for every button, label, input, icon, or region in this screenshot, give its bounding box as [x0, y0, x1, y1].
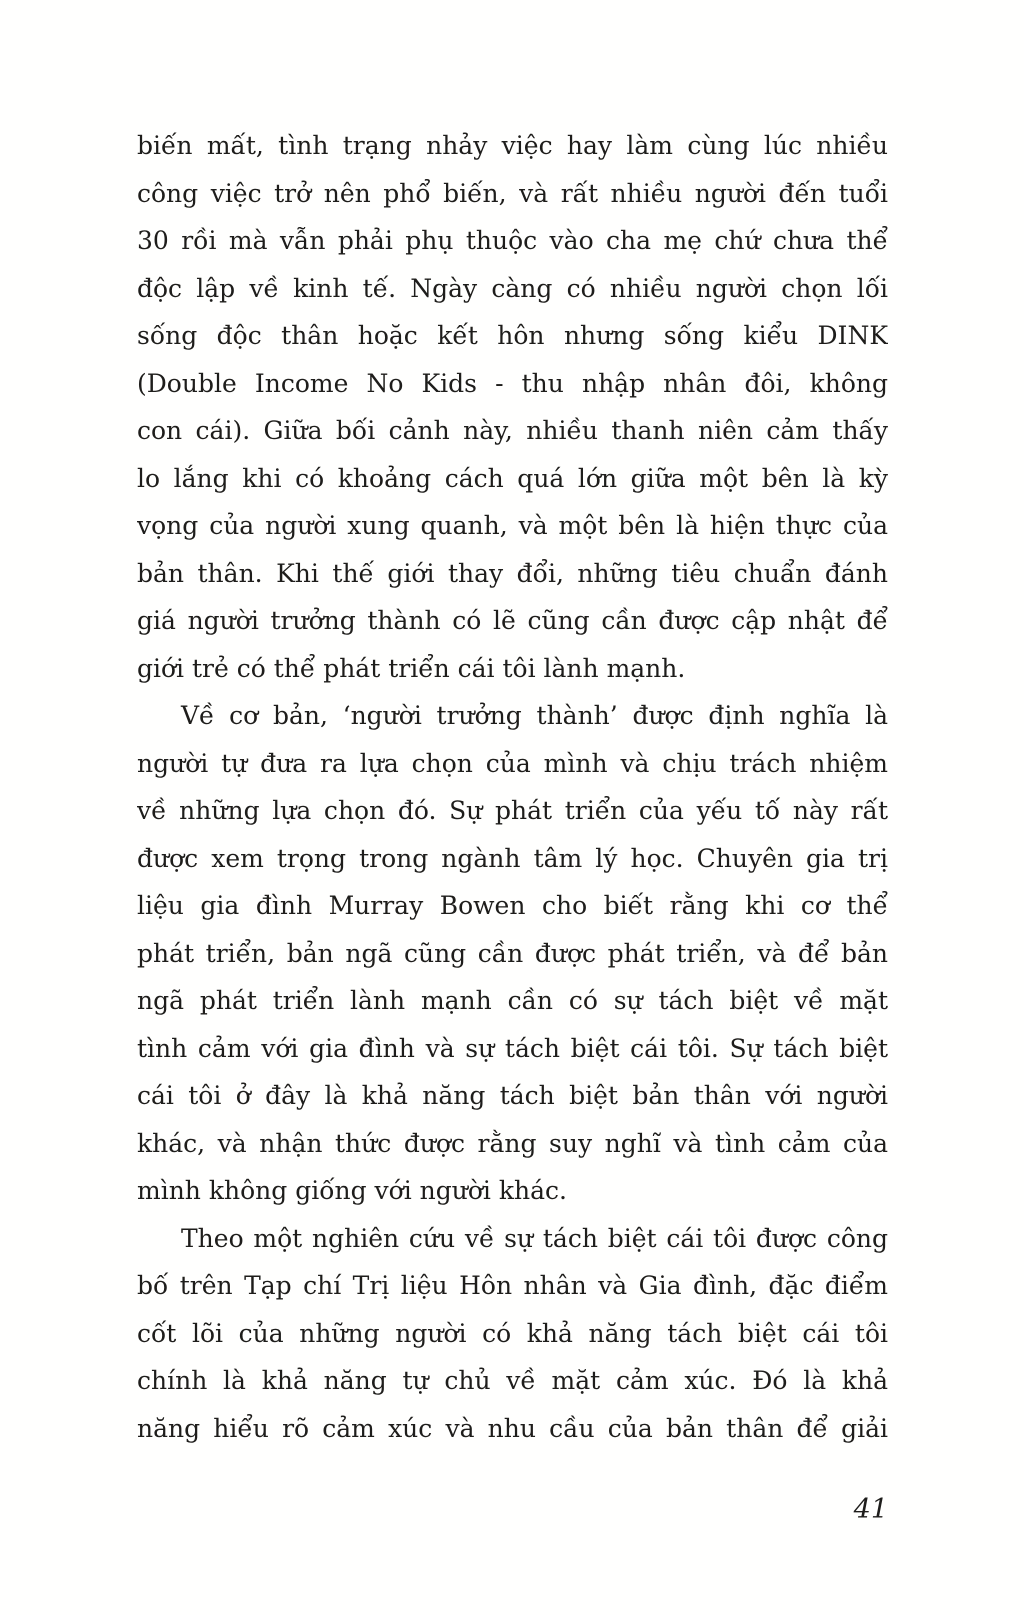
text-line: bản thân. Khi thế giới thay đổi, những tiêu chuẩn đánh: [137, 558, 888, 588]
text-line: chính là khả năng tự chủ về mặt cảm xúc. Đó là khả: [137, 1366, 888, 1395]
text-line: công việc trở nên phổ biến, và rất nhiều người đến tuổi: [137, 178, 888, 208]
text-line: về những lựa chọn đó. Sự phát triển của yếu tố này rất: [137, 796, 888, 825]
text-line: con cái). Giữa bối cảnh này, nhiều thanh niên cảm thấy: [137, 416, 888, 445]
text-line: biến mất, tình trạng nhảy việc hay làm cùng lúc nhiều: [137, 131, 888, 160]
page-number: 41: [853, 1494, 888, 1525]
text-line: 30 rồi mà vẫn phải phụ thuộc vào cha mẹ chứ chưa thể: [137, 226, 888, 255]
paragraph-3: [137, 1215, 888, 1453]
text-line: giới trẻ có thể phát triển cái tôi lành mạnh.: [137, 653, 686, 683]
text-line: khác, và nhận thức được rằng suy nghĩ và tình cảm của: [137, 1128, 888, 1158]
text-line: cốt lõi của những người có khả năng tách biệt cái tôi: [137, 1318, 888, 1348]
text-line: ngã phát triển lành mạnh cần có sự tách biệt về mặt: [137, 986, 888, 1015]
text-line: phát triển, bản ngã cũng cần được phát triển, và để bản: [137, 938, 888, 968]
text-line: Về cơ bản, ‘người trưởng thành’ được định nghĩa là: [181, 701, 888, 730]
text-line: liệu gia đình Murray Bowen cho biết rằng khi cơ thể: [137, 891, 888, 920]
text-line: độc lập về kinh tế. Ngày càng có nhiều người chọn lối: [137, 273, 888, 303]
text-line: năng hiểu rõ cảm xúc và nhu cầu của bản thân để giải: [137, 1413, 888, 1443]
body-text: [137, 122, 888, 1452]
text-line: lo lắng khi có khoảng cách quá lớn giữa một bên là kỳ: [137, 463, 888, 493]
text-line: người tự đưa ra lựa chọn của mình và chịu trách nhiệm: [137, 748, 888, 778]
text-line: tình cảm với gia đình và sự tách biệt cái tôi. Sự tách biệt: [137, 1033, 888, 1063]
paragraph-2: [137, 692, 888, 1215]
text-line: được xem trọng trong ngành tâm lý học. Chuyên gia trị: [137, 843, 888, 873]
paragraph-1: [137, 122, 888, 692]
text-line: giá người trưởng thành có lẽ cũng cần được cập nhật để: [137, 606, 888, 635]
text-line: vọng của người xung quanh, và một bên là hiện thực của: [137, 511, 888, 540]
text-line: Theo một nghiên cứu về sự tách biệt cái tôi được công: [181, 1223, 888, 1253]
text-line: cái tôi ở đây là khả năng tách biệt bản thân với người: [137, 1081, 888, 1110]
text-line: (Double Income No Kids - thu nhập nhân đôi, không: [137, 368, 888, 398]
text-line: sống độc thân hoặc kết hôn nhưng sống kiểu DINK: [137, 321, 888, 350]
text-line: mình không giống với người khác.: [137, 1176, 567, 1205]
text-line: bố trên Tạp chí Trị liệu Hôn nhân và Gia đình, đặc điểm: [137, 1271, 888, 1300]
